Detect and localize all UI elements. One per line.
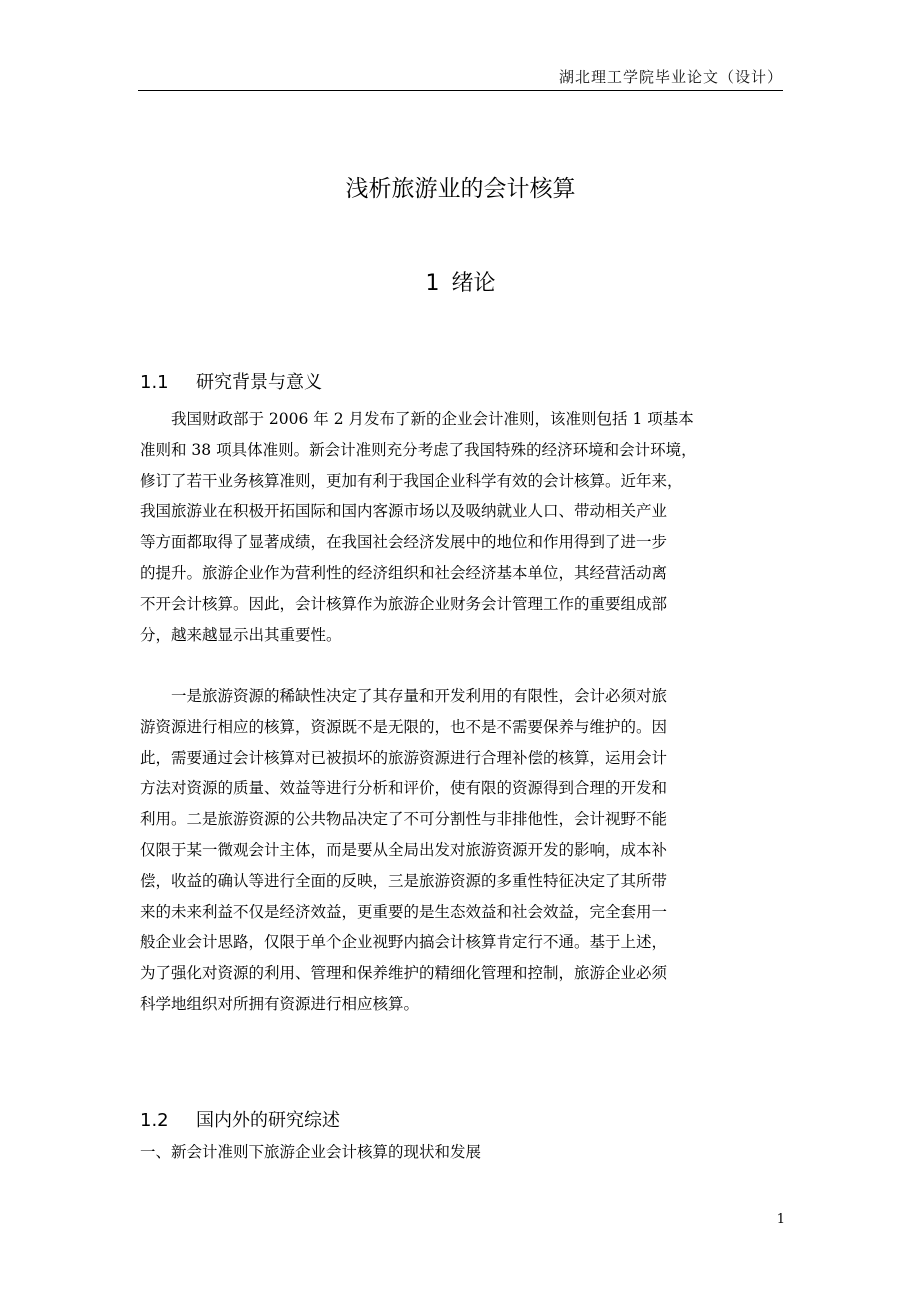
thesis-title: 浅析旅游业的会计核算 bbox=[345, 176, 576, 202]
paragraph-1 bbox=[140, 404, 785, 650]
paragraph-2 bbox=[140, 681, 785, 1020]
paragraph-line: 游资源进行相应的核算，资源既不是无限的，也不是不需要保养与维护的。因 bbox=[140, 717, 668, 736]
page-header: 湖北理工学院毕业论文（设计） bbox=[558, 68, 783, 86]
paragraph-line: 利用。二是旅游资源的公共物品决定了不可分割性与非排他性，会计视野不能 bbox=[140, 810, 668, 829]
paragraph-line: 为了强化对资源的利用、管理和保养维护的精细化管理和控制，旅游企业必须 bbox=[140, 964, 668, 983]
section-title: 研究背景与意义 bbox=[196, 372, 322, 393]
paragraph-line: 的提升。旅游企业作为营利性的经济组织和社会经济基本单位，其经营活动离 bbox=[140, 563, 668, 582]
paragraph-line: 修订了若干业务核算准则，更加有利于我国企业科学有效的会计核算。近年来， bbox=[140, 471, 683, 490]
paragraph-line: 方法对资源的质量、效益等进行分析和评价，使有限的资源得到合理的开发和 bbox=[140, 779, 668, 798]
paragraph-line: 等方面都取得了显著成绩，在我国社会经济发展中的地位和作用得到了进一步 bbox=[140, 533, 668, 552]
paragraph-line: 来的未来利益不仅是经济效益，更重要的是生态效益和社会效益，完全套用一 bbox=[140, 902, 668, 921]
paragraph-line: 仅限于某一微观会计主体，而是要从全局出发对旅游资源开发的影响，成本补 bbox=[140, 840, 668, 859]
chapter-heading bbox=[138, 266, 783, 297]
header-rule bbox=[138, 90, 783, 91]
page-number: 1 bbox=[776, 1212, 785, 1227]
paragraph-line: 一是旅游资源的稀缺性决定了其存量和开发利用的有限性，会计必须对旅 bbox=[140, 687, 668, 705]
paragraph-line: 我国旅游业在积极开拓国际和国内客源市场以及吸纳就业人口、带动相关产业 bbox=[140, 502, 668, 521]
paragraph-line: 我国财政部于 2006 年 2 月发布了新的企业会计准则，该准则包括 1 项基本 bbox=[140, 410, 694, 428]
paragraph-line: 分，越来越显示出其重要性。 bbox=[140, 625, 342, 644]
paragraph-line: 准则和 38 项具体准则。新会计准则充分考虑了我国特殊的经济环境和会计环境， bbox=[140, 440, 697, 459]
paragraph-line: 此，需要通过会计核算对已被损坏的旅游资源进行合理补偿的核算，运用会计 bbox=[140, 748, 668, 767]
subheading: 一、新会计准则下旅游企业会计核算的现状和发展 bbox=[140, 1143, 482, 1161]
section-heading-1-2 bbox=[140, 1106, 340, 1132]
section-number: 1.2 bbox=[140, 1110, 169, 1131]
section-number: 1.1 bbox=[140, 372, 169, 393]
paragraph-line: 偿，收益的确认等进行全面的反映，三是旅游资源的多重性特征决定了其所带 bbox=[140, 871, 668, 890]
section-title: 国内外的研究综述 bbox=[196, 1110, 340, 1131]
section-heading-1-1 bbox=[140, 368, 322, 394]
chapter-title: 绪论 bbox=[451, 271, 496, 296]
paragraph-line: 科学地组织对所拥有资源进行相应核算。 bbox=[140, 994, 420, 1013]
chapter-number: 1 bbox=[425, 271, 440, 296]
paragraph-line: 不开会计核算。因此，会计核算作为旅游企业财务会计管理工作的重要组成部 bbox=[140, 594, 668, 613]
paragraph-line: 般企业会计思路，仅限于单个企业视野内搞会计核算肯定行不通。基于上述， bbox=[140, 933, 668, 952]
